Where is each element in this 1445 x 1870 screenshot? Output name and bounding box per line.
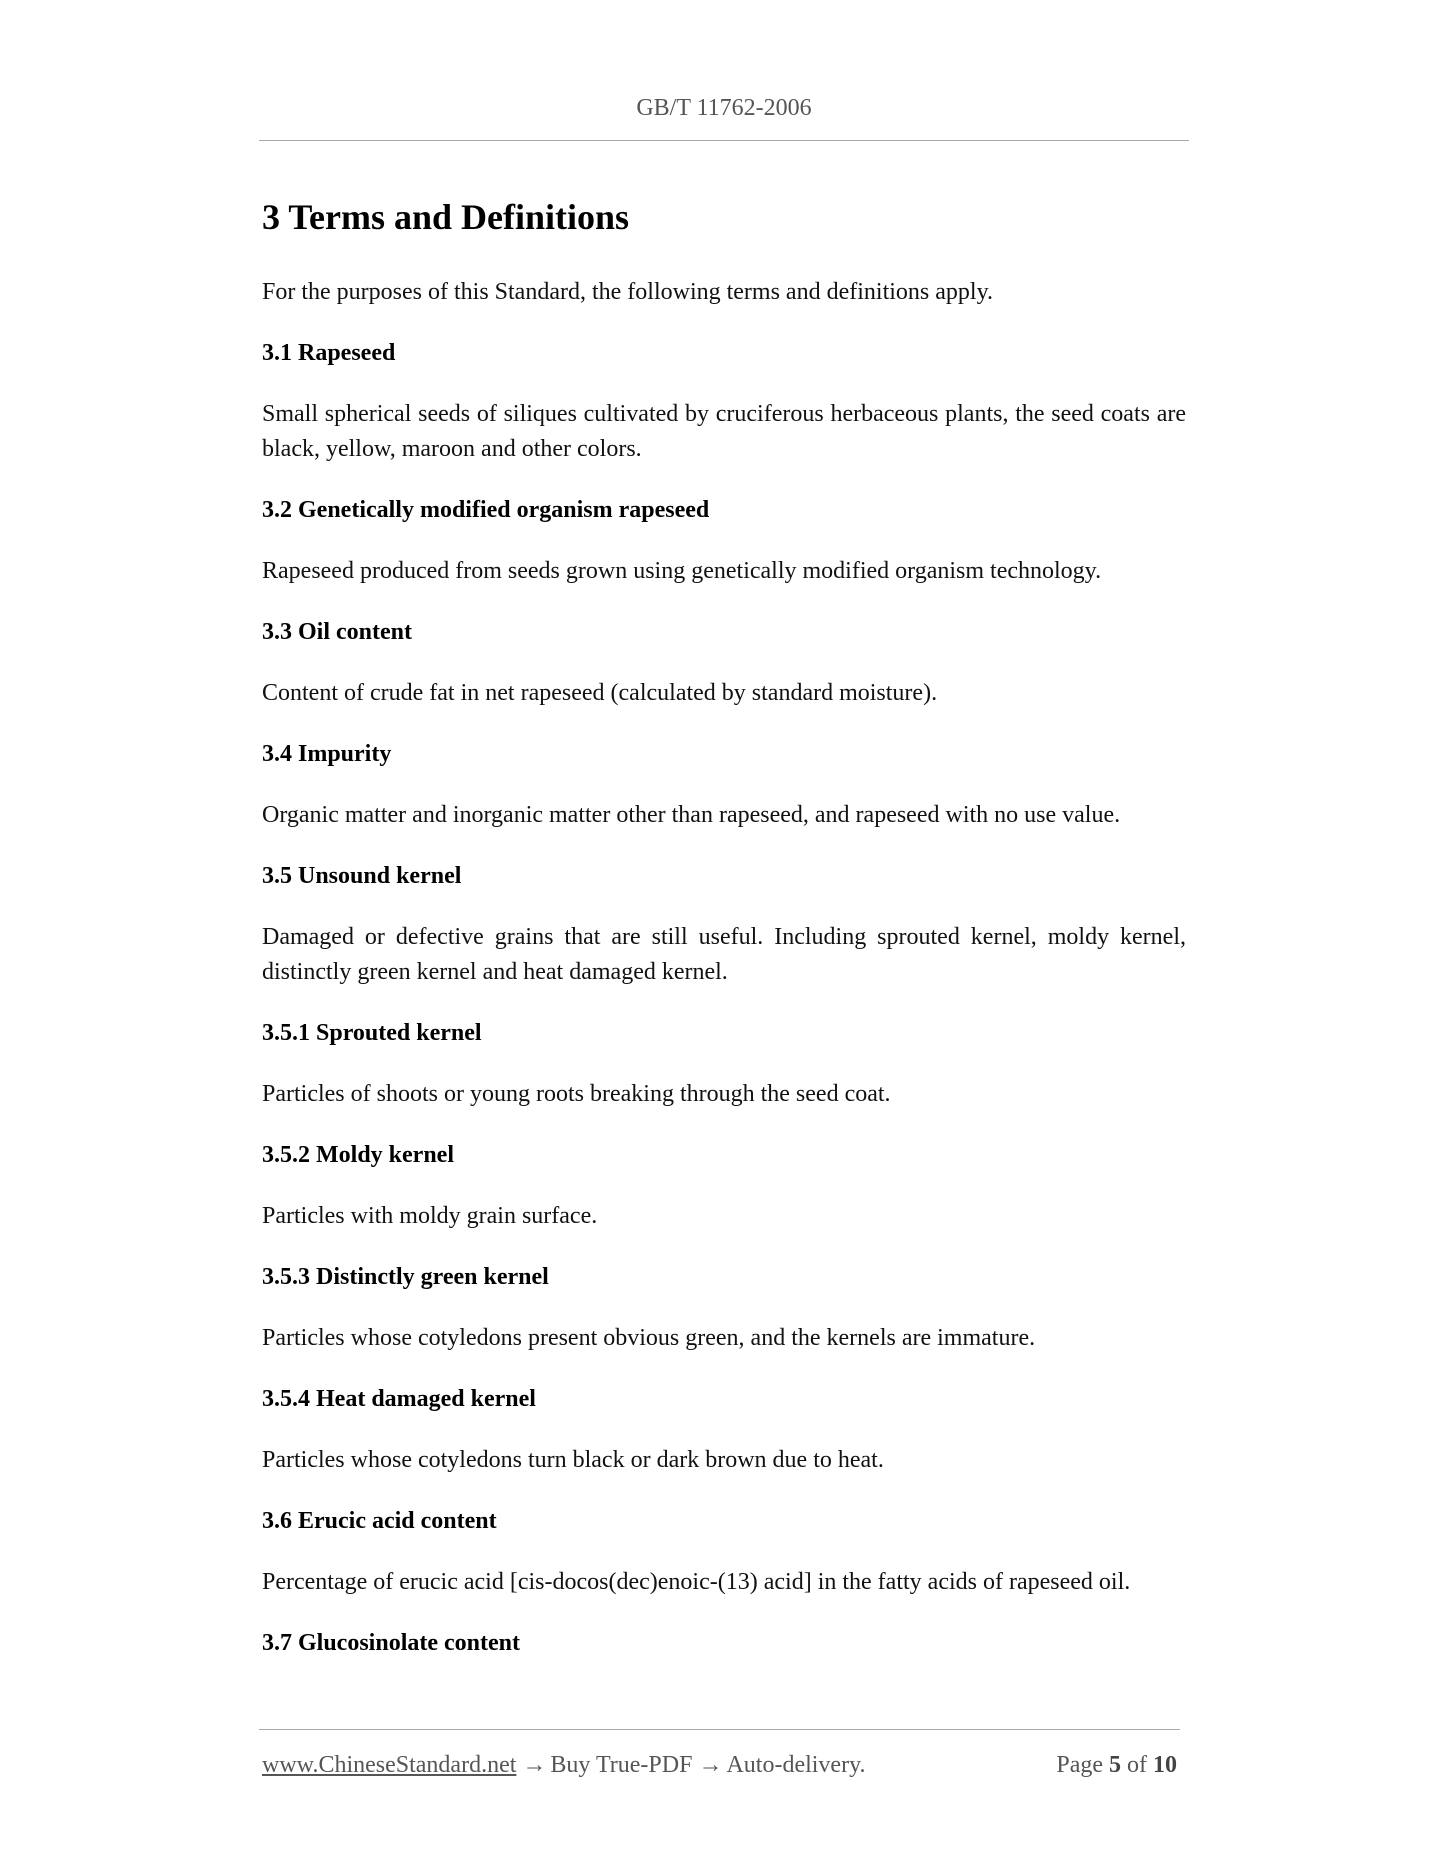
section-intro: For the purposes of this Standard, the following terms and definitions apply. (262, 279, 994, 305)
term-impurity (262, 737, 1186, 833)
footer-divider (259, 1729, 1180, 1730)
footer-promo (262, 1748, 866, 1782)
current-page: 5 (1109, 1752, 1121, 1778)
term-title: 3.3 Oil content (262, 619, 412, 645)
term-title: 3.4 Impurity (262, 741, 392, 767)
term-gmo-rapeseed (262, 493, 1186, 589)
delivery-text: Auto-delivery. (726, 1752, 866, 1778)
term-title: 3.5.2 Moldy kernel (262, 1142, 454, 1168)
term-oil-content (262, 615, 1186, 711)
document-body (262, 195, 1186, 1661)
section-title: 3 Terms and Definitions (262, 197, 630, 237)
term-definition: Particles whose cotyledons present obvious green, and the kernels are immature. (262, 1325, 1036, 1351)
term-title: 3.5 Unsound kernel (262, 863, 462, 889)
header-divider (259, 140, 1189, 141)
term-title: 3.5.1 Sprouted kernel (262, 1020, 482, 1046)
term-title: 3.6 Erucic acid content (262, 1508, 497, 1534)
term-title: 3.1 Rapeseed (262, 340, 396, 366)
term-definition: Organic matter and inorganic matter other than rapeseed, and rapeseed with no use value. (262, 802, 1121, 828)
arrow-right-icon: → (522, 1752, 547, 1778)
term-rapeseed (262, 336, 1186, 467)
term-title: 3.5.3 Distinctly green kernel (262, 1264, 549, 1290)
term-moldy-kernel (262, 1138, 1186, 1234)
term-definition: Rapeseed produced from seeds grown using genetically modified organism technology. (262, 558, 1102, 584)
term-definition: Particles of shoots or young roots breaking through the seed coat. (262, 1081, 891, 1107)
term-title: 3.2 Genetically modified organism rapeseed (262, 497, 710, 523)
page-header: GB/T 11762-2006 (636, 95, 812, 121)
term-definition: Percentage of erucic acid [cis-docos(dec)enoic-(13) acid] in the fatty acids of rapeseed oil. (262, 1569, 1131, 1595)
term-green-kernel (262, 1260, 1186, 1356)
term-erucic-acid (262, 1504, 1186, 1600)
term-definition: Particles whose cotyledons turn black or dark brown due to heat. (262, 1447, 884, 1473)
website-link[interactable]: www.ChineseStandard.net (262, 1752, 517, 1778)
term-definition: Content of crude fat in net rapeseed (calculated by standard moisture). (262, 680, 938, 706)
term-sprouted-kernel (262, 1016, 1186, 1112)
page-of: of (1127, 1752, 1147, 1778)
term-glucosinolate (262, 1626, 1186, 1661)
term-definition: Particles with moldy grain surface. (262, 1203, 598, 1229)
buy-text: Buy True-PDF (550, 1752, 693, 1778)
arrow-right-icon: → (698, 1752, 723, 1778)
term-title: 3.5.4 Heat damaged kernel (262, 1386, 536, 1412)
term-definition: Damaged or defective grains that are still useful. Including sprouted kernel, moldy kernel, distinctly green kernel and heat damaged kernel. (262, 924, 1186, 985)
term-heat-damaged-kernel (262, 1382, 1186, 1478)
page-label: Page (1056, 1752, 1103, 1778)
page-number (1056, 1748, 1177, 1782)
total-pages: 10 (1153, 1752, 1177, 1778)
term-unsound-kernel (262, 859, 1186, 990)
term-definition: Small spherical seeds of siliques cultivated by cruciferous herbaceous plants, the seed coats are black, yellow, maroon and other colors. (262, 401, 1186, 462)
term-title: 3.7 Glucosinolate content (262, 1630, 520, 1656)
